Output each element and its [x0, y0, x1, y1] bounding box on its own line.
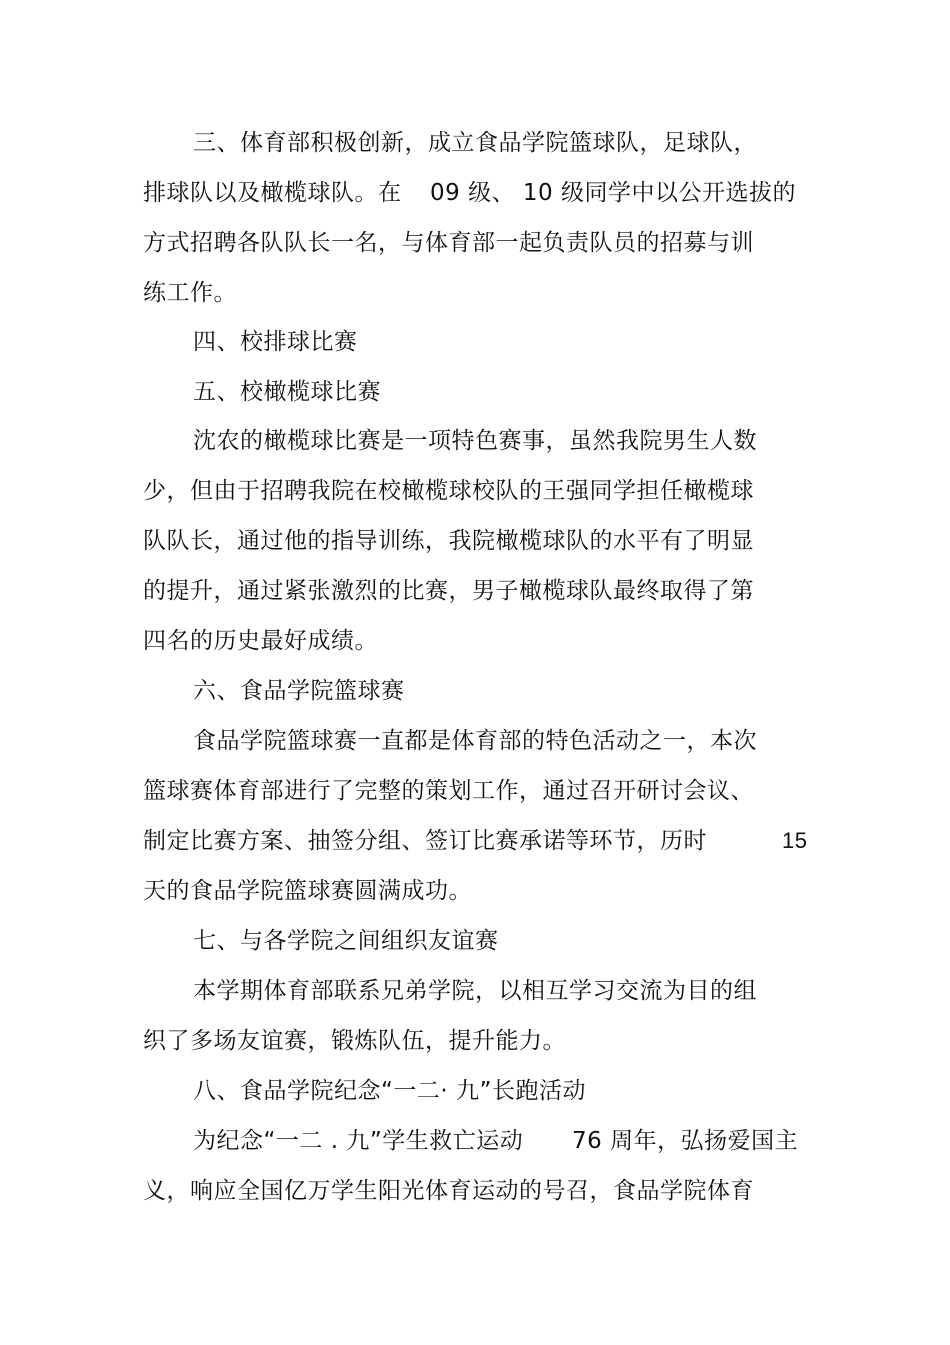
para8-line2: 义，响应全国亿万学生阳光体育运动的号召，食品学院体育 — [143, 1178, 754, 1204]
para1-line4: 练工作。 — [143, 280, 237, 306]
para5-line4: 的提升，通过紧张激烈的比赛，男子橄榄球队最终取得了第 — [143, 578, 754, 604]
para6-line3a: 制定比赛方案、抽签分组、签订比赛承诺等环节，历时 — [143, 828, 707, 854]
heading-5: 五、校橄榄球比赛 — [193, 379, 381, 405]
heading-6: 六、食品学院篮球赛 — [193, 678, 405, 704]
para6-line2: 篮球赛体育部进行了完整的策划工作，通过召开研讨会议、 — [143, 778, 754, 804]
para5-line5: 四名的历史最好成绩。 — [143, 628, 378, 654]
para6-line3b: 15 — [782, 828, 808, 853]
para5-line2: 少，但由于招聘我院在校橄榄球校队的王强同学担任橄榄球 — [143, 478, 754, 504]
para1-line2b: 09 级、 10 级同学中以公开选拔的 — [430, 180, 796, 206]
para7-line1: 本学期体育部联系兄弟学院，以相互学习交流为目的组 — [193, 978, 757, 1004]
para1-line2a: 排球队以及橄榄球队。在 — [143, 180, 402, 206]
heading-8: 八、食品学院纪念“一二· 九”长跑活动 — [193, 1078, 586, 1104]
para1-line3: 方式招聘各队队长一名，与体育部一起负责队员的招募与训 — [143, 230, 754, 256]
para6-line4: 天的食品学院篮球赛圆满成功。 — [143, 878, 472, 904]
heading-4: 四、校排球比赛 — [193, 329, 358, 355]
para8-line1b: 76 周年，弘扬爱国主 — [572, 1128, 799, 1154]
para5-line3: 队队长，通过他的指导训练，我院橄榄球队的水平有了明显 — [143, 528, 754, 554]
para1-line1: 三、体育部积极创新，成立食品学院篮球队，足球队， — [193, 130, 757, 156]
para6-line1: 食品学院篮球赛一直都是体育部的特色活动之一，本次 — [193, 728, 757, 754]
para5-line1: 沈农的橄榄球比赛是一项特色赛事，虽然我院男生人数 — [193, 428, 757, 454]
para7-line2: 织了多场友谊赛，锻炼队伍，提升能力。 — [143, 1028, 566, 1054]
heading-7: 七、与各学院之间组织友谊赛 — [193, 928, 499, 954]
para8-line1a: 为纪念“一二 . 九”学生救亡运动 — [193, 1128, 524, 1154]
